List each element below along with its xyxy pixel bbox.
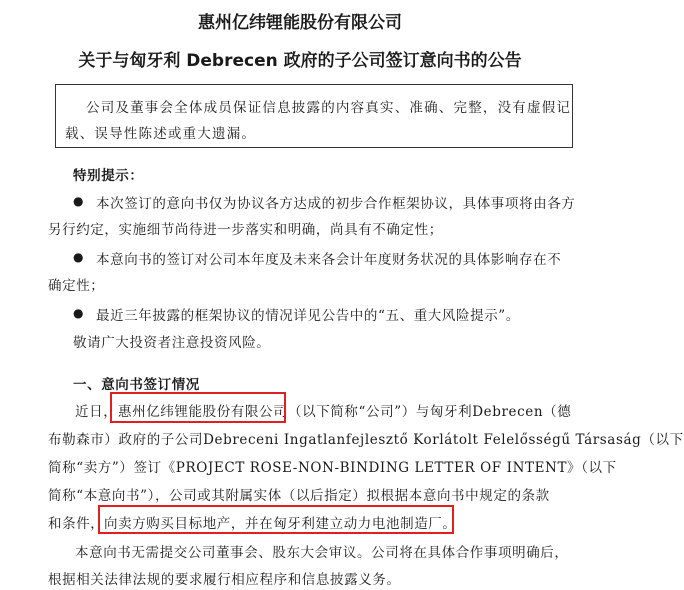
para2-line2: 根据相关法律法规的要求履行相应程序和信息披露义务。	[48, 572, 401, 588]
company-title: 惠州亿纬锂能股份有限公司	[198, 13, 402, 33]
special-item-2-line-1: 本意向书的签订对公司本年度及未来各会计年度财务状况的具体影响存在不	[96, 252, 562, 268]
para1-line1-end: （以下简称“公司”）与匈牙利Debrecen（德	[288, 404, 572, 420]
special-item-3: 最近三年披露的框架协议的情况详见公告中的“五、重大风险提示”。	[96, 308, 520, 324]
highlight-box-company	[110, 392, 286, 423]
para1-line3: 简称“卖方”）签订《PROJECT ROSE-NON-BINDING LETTER OF INTENT》（以下	[48, 460, 617, 476]
para1-line4: 简称“本意向书”），公司或其附属实体（以后指定）拟根据本意向书中规定的条款	[48, 488, 550, 504]
para1-line5-start: 和条件，	[48, 516, 105, 532]
notice-box	[55, 84, 573, 148]
special-item-2-line-2: 确定性；	[48, 278, 105, 294]
notice-line-2: 载、误导性陈述或重大遗漏。	[65, 126, 257, 142]
purchase-highlight-text: 向卖方购买目标地产，并在匈牙利建立动力电池制造厂。	[104, 516, 457, 532]
announcement-title: 关于与匈牙利 Debrecen 政府的子公司签订意向书的公告	[78, 51, 522, 71]
risk-warning: 敬请广大投资者注意投资风险。	[73, 335, 271, 351]
bullet-icon: ●	[73, 306, 84, 320]
bullet-icon: ●	[73, 250, 84, 264]
special-heading: 特别提示：	[73, 168, 144, 184]
bullet-icon: ●	[73, 194, 84, 208]
special-item-1-line-2: 另行约定，实施细节尚待进一步落实和明确，尚具有不确定性；	[48, 222, 443, 238]
section-1-heading: 一、意向书签订情况	[73, 377, 200, 393]
company-name-highlight-text: 惠州亿纬锂能股份有限公司	[118, 404, 288, 420]
highlight-box-purchase	[98, 505, 454, 534]
special-item-1-line-1: 本次签订的意向书仅为协议各方达成的初步合作框架协议，具体事项将由各方	[96, 196, 576, 212]
para1-line2: 布勒森市）政府的子公司Debreceni Ingatlanfejlesztő Korlátolt Felelősségű Társaság（以下	[48, 432, 684, 448]
notice-line-1: 公司及董事会全体成员保证信息披露的内容真实、准确、完整，没有虚假记	[86, 100, 572, 116]
para2-line1: 本意向书无需提交公司董事会、股东大会审议。公司将在具体合作事项明确后，	[75, 545, 569, 561]
para1-line1-start: 近日，	[75, 404, 118, 420]
